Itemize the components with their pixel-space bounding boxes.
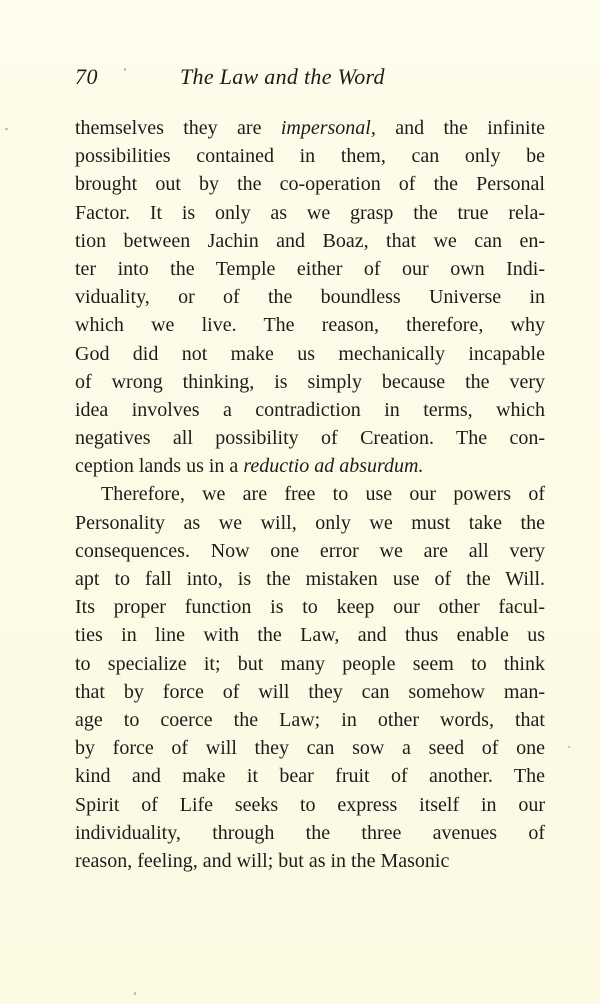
italic-phrase: reductio ad absurdum. (243, 455, 424, 478)
text-line (75, 537, 545, 565)
text-line (75, 847, 545, 875)
text-segment: apt to fall into, is the mistaken use of the Will. (75, 568, 545, 590)
text-line (75, 368, 545, 396)
page-header (75, 64, 545, 94)
text-line (75, 340, 545, 368)
text-segment: ter into the Temple either of our own Indi- (75, 257, 545, 280)
paper-speck (134, 992, 136, 995)
text-segment: God did not make us mechanically incapable (75, 342, 545, 365)
text-segment: Therefore, we are free to use our powers of (101, 483, 545, 506)
text-line (75, 509, 545, 537)
text-line (75, 227, 545, 255)
paper-speck (124, 68, 126, 71)
text-line (75, 734, 545, 762)
text-segment: consequences. Now one error we are all very (75, 539, 545, 562)
text-segment: that by force of will they can somehow man- (75, 680, 545, 703)
text-line (75, 791, 545, 819)
text-line (75, 311, 545, 339)
text-line (75, 424, 545, 452)
text-line (75, 480, 545, 508)
text-line (75, 170, 545, 198)
paper-speck (5, 128, 8, 130)
text-line (75, 819, 545, 847)
text-segment: idea involves a contradiction in terms, which (75, 398, 545, 421)
text-segment: of wrong thinking, is simply because the very (75, 370, 545, 393)
text-segment: kind and make it bear fruit of another. The (75, 765, 545, 788)
text-line (75, 114, 545, 142)
text-segment: brought out by the co-operation of the Personal (75, 173, 545, 196)
text-line (75, 565, 545, 593)
text-segment: individuality, through the three avenues of (75, 821, 545, 844)
text-line (75, 199, 545, 227)
text-segment: reason, feeling, and will; but as in the Masonic (75, 849, 450, 872)
page-number: 70 (75, 64, 98, 89)
text-line (75, 396, 545, 424)
text-line (75, 706, 545, 734)
text-line (75, 142, 545, 170)
text-segment: ties in line with the Law, and thus enable us (75, 624, 545, 647)
text-line (75, 283, 545, 311)
italic-phrase: impersonal, (280, 117, 376, 139)
text-line (75, 621, 545, 649)
text-segment: Factor. It is only as we grasp the true rela- (75, 201, 545, 224)
text-line (75, 255, 545, 283)
paper-speck (568, 746, 570, 748)
running-head: The Law and the Word (180, 64, 385, 89)
text-segment: Spirit of Life seeks to express itself in our (75, 793, 545, 816)
text-line (75, 650, 545, 678)
text-segment: themselves they are (75, 117, 281, 139)
text-line (75, 593, 545, 621)
text-segment: tion between Jachin and Boaz, that we can en- (75, 229, 545, 252)
text-segment: ception lands us in a (75, 455, 244, 478)
text-segment: which we live. The reason, therefore, why (75, 314, 545, 337)
text-segment: and the infinite (375, 117, 546, 139)
text-segment: viduality, or of the boundless Universe in (75, 286, 545, 309)
text-line (75, 678, 545, 706)
text-segment: Its proper function is to keep our other facul- (75, 596, 545, 619)
text-segment: by force of will they can sow a seed of one (75, 737, 545, 760)
text-segment: negatives all possibility of Creation. The con- (75, 427, 545, 450)
text-line (75, 762, 545, 790)
body-text (75, 114, 545, 875)
text-line (75, 452, 545, 480)
text-segment: Personality as we will, only we must take the (75, 511, 545, 534)
text-segment: to specialize it; but many people seem to think (75, 652, 545, 675)
text-segment: possibilities contained in them, can only be (75, 145, 545, 168)
text-segment: age to coerce the Law; in other words, that (75, 708, 545, 731)
